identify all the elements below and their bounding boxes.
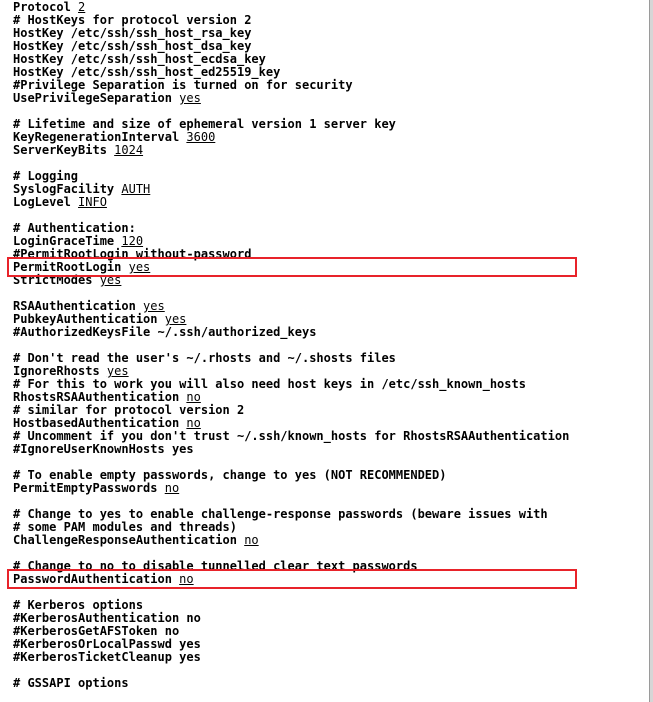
blank-line [13,546,20,560]
config-value: /etc/ssh/ssh_host_ed25519_key [70,65,281,79]
config-value: AUTH [121,182,151,196]
config-value: INFO [78,195,107,209]
config-value: no [164,481,180,495]
config-key: Protocol [13,0,79,14]
highlight-box-1 [7,257,577,277]
config-value: yes [179,91,201,105]
comment-text: # Lifetime and size of ephemeral version 1 server key [13,117,396,131]
config-key: HostKey [13,26,71,40]
config-line[interactable] [13,92,569,105]
blank-line [13,104,20,118]
comment-text: # For this to work you will also need host keys in /etc/ssh_known_hosts [13,377,526,391]
blank-line [13,208,20,222]
comment-text: # Authentication: [13,221,136,235]
config-value: /etc/ssh/ssh_host_ecdsa_key [70,52,266,66]
comment-text: #AuthorizedKeysFile ~/.ssh/authorized_keys [13,325,317,339]
config-key: HostKey [13,52,71,66]
comment-text: # HostKeys for protocol version 2 [13,13,252,27]
config-line[interactable] [13,157,569,170]
config-value: no [244,533,259,547]
config-line[interactable] [13,326,569,339]
comment-text: # Don't read the user's ~/.rhosts and ~/.shosts files [13,351,396,365]
config-key: LogLevel [13,195,79,209]
config-key: HostbasedAuthentication [13,416,187,430]
config-key: PasswordAuthentication [13,572,180,586]
config-key: ChallengeResponseAuthentication [13,533,245,547]
config-key: HostKey [13,65,71,79]
config-value: no [186,390,201,404]
config-key: HostKey [13,39,71,53]
config-value: 120 [121,234,144,248]
config-value: no [179,572,194,586]
config-line[interactable] [13,144,569,157]
comment-text: # Change to no to disable tunnelled clear text passwords [13,559,418,573]
comment-text: # Change to yes to enable challenge-response passwords (beware issues with [13,507,548,521]
config-key: UsePrivilegeSeparation [13,91,180,105]
config-value: 1024 [114,143,144,157]
config-key: PermitEmptyPasswords [13,481,165,495]
config-value: /etc/ssh/ssh_host_dsa_key [70,39,252,53]
config-key: SyslogFacility [13,182,122,196]
blank-line [13,494,20,508]
comment-text: # GSSAPI options [13,676,129,690]
comment-text: # Kerberos options [13,598,144,612]
config-line[interactable] [13,651,569,664]
config-line[interactable] [13,443,569,456]
config-value: yes [106,364,129,378]
config-key: IgnoreRhosts [13,364,107,378]
blank-line [13,338,20,352]
comment-text: #KerberosOrLocalPasswd yes [13,637,201,651]
config-key: StrictModes [13,273,100,287]
config-key: ServerKeyBits [13,143,115,157]
comment-text: #Privilege Separation is turned on for security [13,78,353,92]
comment-text: # To enable empty passwords, change to yes (NOT RECOMMENDED) [13,468,447,482]
blank-line [13,286,20,300]
comment-text: #KerberosTicketCleanup yes [13,650,201,664]
config-value: no [186,416,201,430]
config-value: 3600 [186,130,216,144]
config-key: RSAAuthentication [13,299,144,313]
config-value: yes [99,273,122,287]
config-key: PermitRootLogin [13,260,129,274]
config-line[interactable] [13,677,569,690]
config-line[interactable] [13,534,569,547]
config-value: /etc/ssh/ssh_host_rsa_key [70,26,252,40]
comment-text: # Logging [13,169,79,183]
comment-text: #PermitRootLogin without-password [13,247,252,261]
config-key: PubkeyAuthentication [13,312,165,326]
config-value: yes [164,312,187,326]
comment-text: #KerberosGetAFSToken no [13,624,180,638]
comment-text: #IgnoreUserKnownHosts yes [13,442,194,456]
config-value: yes [143,299,165,313]
blank-line [13,156,20,170]
comment-text: #KerberosAuthentication no [13,611,201,625]
config-value: yes [128,260,151,274]
config-key: KeyRegenerationInterval [13,130,187,144]
comment-text: # Uncomment if you don't trust ~/.ssh/known_hosts for RhostsRSAAuthentication [13,429,570,443]
config-value: 2 [78,0,86,14]
highlight-box-2 [7,569,577,589]
config-line[interactable] [13,196,569,209]
config-key: LoginGraceTime [13,234,122,248]
config-key: RhostsRSAAuthentication [13,390,187,404]
blank-line [13,455,20,469]
comment-text: # some PAM modules and threads) [13,520,237,534]
blank-line [13,663,20,677]
config-line[interactable] [13,482,569,495]
comment-text: # similar for protocol version 2 [13,403,245,417]
